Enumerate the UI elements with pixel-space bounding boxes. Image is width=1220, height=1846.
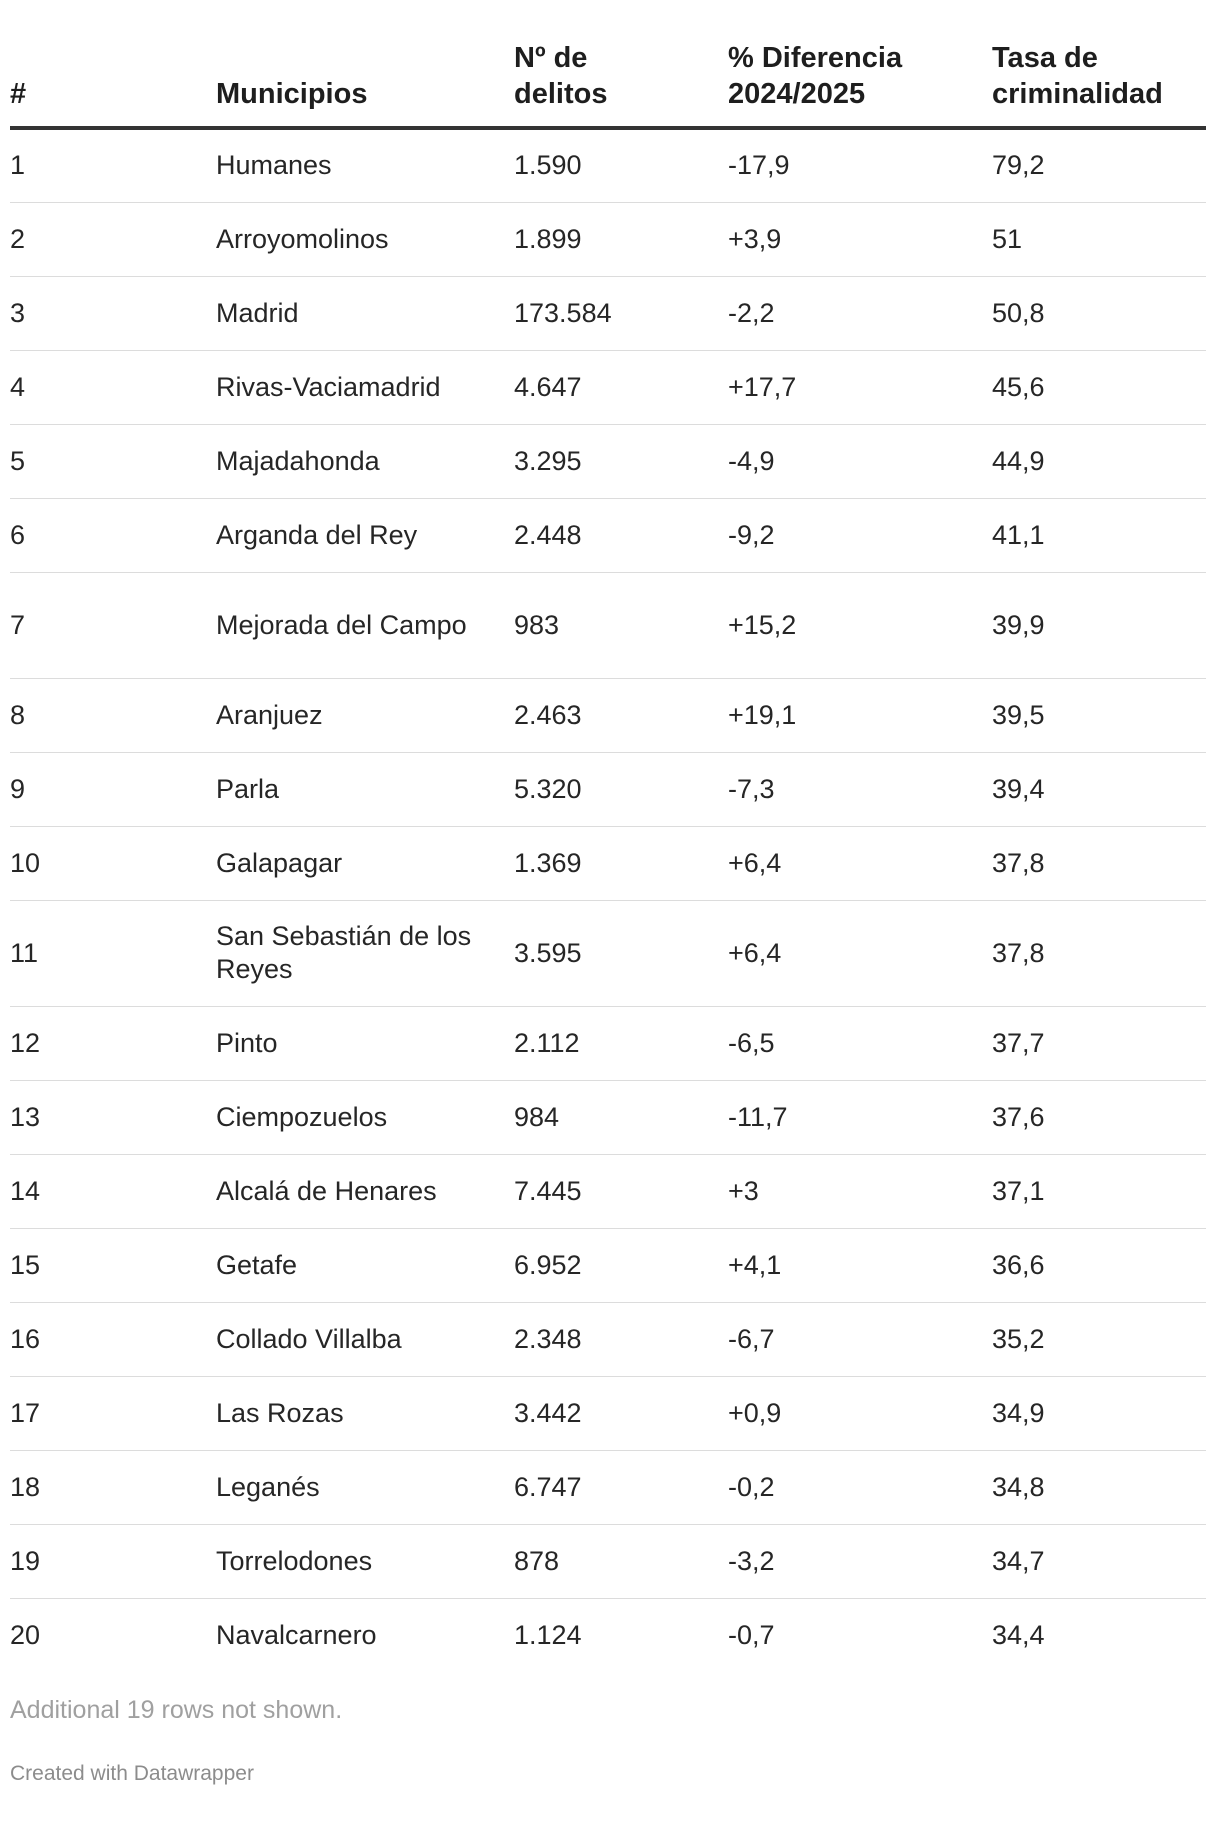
rank-cell-text: 16 — [10, 1323, 41, 1354]
tasa-cell-text: 39,4 — [992, 773, 1045, 804]
delitos-cell-text: 1.369 — [514, 847, 582, 878]
municipio-cell — [216, 1302, 514, 1376]
rank-cell-text: 14 — [10, 1175, 41, 1206]
tasa-cell-text: 37,6 — [992, 1101, 1045, 1132]
municipio-cell-text: San Sebastián de los Reyes — [216, 921, 472, 984]
diferencia-cell — [728, 276, 992, 350]
municipio-cell — [216, 678, 514, 752]
diferencia-cell-text: +15,2 — [728, 609, 797, 640]
diferencia-cell — [728, 1524, 992, 1598]
municipio-cell-text: Arroyomolinos — [216, 223, 389, 254]
delitos-cell-text: 7.445 — [514, 1175, 582, 1206]
rank-cell — [10, 1080, 216, 1154]
header-row — [10, 40, 1206, 128]
rank-cell-text: 2 — [10, 223, 26, 254]
column-header-tasa[interactable] — [992, 40, 1206, 128]
delitos-cell — [514, 572, 728, 678]
tasa-cell — [992, 1154, 1206, 1228]
column-header-diferencia-line-1: % Diferencia — [728, 42, 903, 74]
municipio-cell — [216, 350, 514, 424]
column-header-tasa-line-2: criminalidad — [992, 78, 1163, 110]
tasa-cell — [992, 752, 1206, 826]
municipio-cell-text: Torrelodones — [216, 1545, 373, 1576]
municipio-cell — [216, 572, 514, 678]
rank-cell — [10, 1302, 216, 1376]
tasa-cell-text: 37,1 — [992, 1175, 1045, 1206]
delitos-cell — [514, 276, 728, 350]
table-row — [10, 128, 1206, 202]
table-row — [10, 1228, 1206, 1302]
rank-cell-text: 13 — [10, 1101, 41, 1132]
delitos-cell — [514, 1598, 728, 1672]
diferencia-cell-text: -2,2 — [728, 297, 775, 328]
rank-cell — [10, 572, 216, 678]
datawrapper-credit: Created with Datawrapper — [10, 1762, 254, 1785]
delitos-cell — [514, 1376, 728, 1450]
diferencia-cell — [728, 1154, 992, 1228]
diferencia-cell-text: -17,9 — [728, 150, 790, 181]
municipio-cell — [216, 276, 514, 350]
rank-cell-text: 15 — [10, 1249, 41, 1280]
municipio-cell — [216, 1524, 514, 1598]
delitos-cell-text: 5.320 — [514, 773, 582, 804]
diferencia-cell-text: -9,2 — [728, 519, 775, 550]
delitos-cell-text: 173.584 — [514, 297, 612, 328]
delitos-cell-text: 983 — [514, 609, 560, 640]
rank-cell — [10, 202, 216, 276]
delitos-cell-text: 6.952 — [514, 1249, 582, 1280]
tasa-cell-text: 45,6 — [992, 371, 1045, 402]
delitos-cell — [514, 1228, 728, 1302]
rank-cell-text: 17 — [10, 1397, 41, 1428]
delitos-cell-text: 2.112 — [514, 1027, 580, 1058]
diferencia-cell-text: -4,9 — [728, 445, 775, 476]
diferencia-cell — [728, 1006, 992, 1080]
rank-cell — [10, 1524, 216, 1598]
delitos-cell-text: 1.590 — [514, 150, 582, 181]
delitos-cell — [514, 900, 728, 1006]
rank-cell — [10, 128, 216, 202]
diferencia-cell-text: +19,1 — [728, 699, 797, 730]
tasa-cell-text: 79,2 — [992, 150, 1045, 181]
municipio-cell-text: Rivas-Vaciamadrid — [216, 371, 441, 402]
municipio-cell-text: Ciempozuelos — [216, 1101, 388, 1132]
delitos-cell — [514, 1450, 728, 1524]
table-row — [10, 1450, 1206, 1524]
municipio-cell-text: Mejorada del Campo — [216, 609, 467, 640]
delitos-cell — [514, 498, 728, 572]
column-header-delitos-line-2: delitos — [514, 78, 608, 110]
diferencia-cell-text: -7,3 — [728, 773, 775, 804]
rows-not-shown-note: Additional 19 rows not shown. — [10, 1696, 343, 1724]
table-body — [10, 128, 1206, 1672]
column-header-diferencia[interactable] — [728, 40, 992, 128]
delitos-cell — [514, 1080, 728, 1154]
rank-cell-text: 9 — [10, 773, 26, 804]
tasa-cell-text: 50,8 — [992, 297, 1045, 328]
diferencia-cell — [728, 1450, 992, 1524]
municipio-cell — [216, 424, 514, 498]
municipio-cell-text: Navalcarnero — [216, 1619, 377, 1650]
rank-cell — [10, 1154, 216, 1228]
rank-cell — [10, 1598, 216, 1672]
tasa-cell — [992, 1524, 1206, 1598]
municipio-cell — [216, 202, 514, 276]
table-row — [10, 826, 1206, 900]
municipio-cell-text: Galapagar — [216, 847, 343, 878]
municipio-cell-text: Majadahonda — [216, 445, 380, 476]
municipio-cell — [216, 498, 514, 572]
municipio-cell — [216, 826, 514, 900]
municipio-cell — [216, 1154, 514, 1228]
municipio-cell — [216, 1228, 514, 1302]
delitos-cell-text: 3.295 — [514, 445, 582, 476]
municipio-cell-text: Madrid — [216, 297, 299, 328]
column-header-rank-line: # — [10, 78, 27, 110]
table-row — [10, 1080, 1206, 1154]
tasa-cell — [992, 1228, 1206, 1302]
table-row — [10, 1302, 1206, 1376]
table-header — [10, 40, 1206, 128]
tasa-cell — [992, 826, 1206, 900]
delitos-cell-text: 1.899 — [514, 223, 582, 254]
municipio-cell-text: Las Rozas — [216, 1397, 344, 1428]
tasa-cell — [992, 202, 1206, 276]
diferencia-cell — [728, 752, 992, 826]
diferencia-cell-text: +6,4 — [728, 847, 782, 878]
table-row — [10, 350, 1206, 424]
diferencia-cell-text: -11,7 — [728, 1101, 788, 1132]
delitos-cell-text: 2.463 — [514, 699, 582, 730]
municipio-cell — [216, 1006, 514, 1080]
column-header-municipios[interactable] — [216, 40, 514, 128]
rank-cell-text: 5 — [10, 445, 26, 476]
municipio-cell — [216, 1080, 514, 1154]
table-row — [10, 752, 1206, 826]
table-row — [10, 900, 1206, 1006]
tasa-cell — [992, 1450, 1206, 1524]
rank-cell-text: 7 — [10, 609, 26, 640]
table-row — [10, 1376, 1206, 1450]
delitos-cell-text: 6.747 — [514, 1471, 582, 1502]
tasa-cell-text: 34,7 — [992, 1545, 1045, 1576]
tasa-cell — [992, 1302, 1206, 1376]
tasa-cell-text: 37,8 — [992, 937, 1045, 968]
crime-rate-table — [10, 40, 1206, 1672]
rank-cell — [10, 1006, 216, 1080]
tasa-cell — [992, 498, 1206, 572]
municipio-cell-text: Arganda del Rey — [216, 519, 418, 550]
table-row — [10, 498, 1206, 572]
delitos-cell — [514, 128, 728, 202]
tasa-cell — [992, 350, 1206, 424]
municipio-cell — [216, 1450, 514, 1524]
table-row — [10, 678, 1206, 752]
table-row — [10, 572, 1206, 678]
column-header-municipios-line: Municipios — [216, 78, 368, 110]
diferencia-cell — [728, 1228, 992, 1302]
tasa-cell — [992, 1376, 1206, 1450]
delitos-cell — [514, 202, 728, 276]
delitos-cell — [514, 1302, 728, 1376]
municipio-cell — [216, 1598, 514, 1672]
delitos-cell-text: 1.124 — [514, 1619, 582, 1650]
rank-cell — [10, 1228, 216, 1302]
delitos-cell — [514, 350, 728, 424]
rank-cell — [10, 350, 216, 424]
rank-cell — [10, 498, 216, 572]
municipio-cell — [216, 752, 514, 826]
diferencia-cell-text: -6,5 — [728, 1027, 775, 1058]
diferencia-cell — [728, 572, 992, 678]
rank-cell-text: 11 — [10, 937, 39, 968]
delitos-cell — [514, 1154, 728, 1228]
municipio-cell-text: Humanes — [216, 150, 332, 181]
diferencia-cell — [728, 350, 992, 424]
diferencia-cell — [728, 678, 992, 752]
diferencia-cell-text: -0,2 — [728, 1471, 775, 1502]
rank-cell — [10, 752, 216, 826]
rank-cell-text: 10 — [10, 847, 41, 878]
tasa-cell-text: 36,6 — [992, 1249, 1045, 1280]
delitos-cell — [514, 1006, 728, 1080]
municipio-cell — [216, 1376, 514, 1450]
tasa-cell-text: 37,7 — [992, 1027, 1045, 1058]
rank-cell — [10, 900, 216, 1006]
diferencia-cell — [728, 498, 992, 572]
delitos-cell — [514, 826, 728, 900]
tasa-cell-text: 34,9 — [992, 1397, 1045, 1428]
tasa-cell — [992, 678, 1206, 752]
diferencia-cell — [728, 900, 992, 1006]
municipio-cell — [216, 900, 514, 1006]
diferencia-cell-text: +4,1 — [728, 1249, 782, 1280]
table-row — [10, 1524, 1206, 1598]
rank-cell-text: 3 — [10, 297, 26, 328]
tasa-cell-text: 35,2 — [992, 1323, 1045, 1354]
diferencia-cell — [728, 1302, 992, 1376]
rank-cell-text: 18 — [10, 1471, 41, 1502]
diferencia-cell-text: -3,2 — [728, 1545, 775, 1576]
tasa-cell — [992, 572, 1206, 678]
tasa-cell-text: 41,1 — [992, 519, 1045, 550]
municipio-cell-text: Alcalá de Henares — [216, 1175, 437, 1206]
rank-cell — [10, 1450, 216, 1524]
rank-cell — [10, 678, 216, 752]
table-row — [10, 1006, 1206, 1080]
rank-cell-text: 1 — [10, 150, 26, 181]
delitos-cell-text: 2.448 — [514, 519, 582, 550]
tasa-cell — [992, 424, 1206, 498]
delitos-cell-text: 984 — [514, 1101, 560, 1132]
datawrapper-table-widget — [0, 40, 1220, 1788]
delitos-cell-text: 2.348 — [514, 1323, 582, 1354]
diferencia-cell-text: +3 — [728, 1175, 759, 1206]
municipio-cell — [216, 128, 514, 202]
tasa-cell-text: 37,8 — [992, 847, 1045, 878]
column-header-rank[interactable] — [10, 40, 216, 128]
tasa-cell — [992, 1006, 1206, 1080]
diferencia-cell-text: +17,7 — [728, 371, 797, 402]
column-header-diferencia-line-2: 2024/2025 — [728, 78, 866, 110]
table-row — [10, 1154, 1206, 1228]
delitos-cell-text: 4.647 — [514, 371, 582, 402]
tasa-cell — [992, 900, 1206, 1006]
column-header-tasa-line-1: Tasa de — [992, 42, 1098, 74]
municipio-cell-text: Aranjuez — [216, 699, 323, 730]
rank-cell — [10, 276, 216, 350]
diferencia-cell — [728, 1080, 992, 1154]
tasa-cell-text: 34,4 — [992, 1619, 1045, 1650]
diferencia-cell — [728, 202, 992, 276]
rank-cell-text: 8 — [10, 699, 26, 730]
rank-cell-text: 20 — [10, 1619, 41, 1650]
table-row — [10, 1598, 1206, 1672]
table-row — [10, 276, 1206, 350]
tasa-cell — [992, 128, 1206, 202]
tasa-cell — [992, 1598, 1206, 1672]
rank-cell-text: 12 — [10, 1027, 41, 1058]
rank-cell — [10, 424, 216, 498]
column-header-delitos[interactable] — [514, 40, 728, 128]
rank-cell-text: 4 — [10, 371, 26, 402]
delitos-cell-text: 878 — [514, 1545, 560, 1576]
delitos-cell — [514, 1524, 728, 1598]
municipio-cell-text: Collado Villalba — [216, 1323, 402, 1354]
rank-cell — [10, 1376, 216, 1450]
delitos-cell-text: 3.595 — [514, 937, 582, 968]
municipio-cell-text: Leganés — [216, 1471, 320, 1502]
diferencia-cell — [728, 1376, 992, 1450]
tasa-cell — [992, 1080, 1206, 1154]
municipio-cell-text: Pinto — [216, 1027, 278, 1058]
delitos-cell — [514, 678, 728, 752]
municipio-cell-text: Getafe — [216, 1249, 298, 1280]
table-row — [10, 202, 1206, 276]
diferencia-cell — [728, 128, 992, 202]
tasa-cell — [992, 276, 1206, 350]
municipio-cell-text: Parla — [216, 773, 280, 804]
diferencia-cell-text: +6,4 — [728, 937, 782, 968]
diferencia-cell — [728, 1598, 992, 1672]
rank-cell-text: 6 — [10, 519, 26, 550]
delitos-cell — [514, 424, 728, 498]
rank-cell-text: 19 — [10, 1545, 41, 1576]
diferencia-cell-text: -0,7 — [728, 1619, 775, 1650]
table-row — [10, 424, 1206, 498]
diferencia-cell — [728, 826, 992, 900]
tasa-cell-text: 39,5 — [992, 699, 1045, 730]
diferencia-cell-text: +0,9 — [728, 1397, 782, 1428]
tasa-cell-text: 44,9 — [992, 445, 1045, 476]
delitos-cell — [514, 752, 728, 826]
rank-cell — [10, 826, 216, 900]
column-header-delitos-line-1: Nº de — [514, 42, 588, 74]
tasa-cell-text: 39,9 — [992, 609, 1045, 640]
tasa-cell-text: 34,8 — [992, 1471, 1045, 1502]
diferencia-cell — [728, 424, 992, 498]
delitos-cell-text: 3.442 — [514, 1397, 582, 1428]
diferencia-cell-text: +3,9 — [728, 223, 782, 254]
tasa-cell-text: 51 — [992, 223, 1023, 254]
diferencia-cell-text: -6,7 — [728, 1323, 775, 1354]
